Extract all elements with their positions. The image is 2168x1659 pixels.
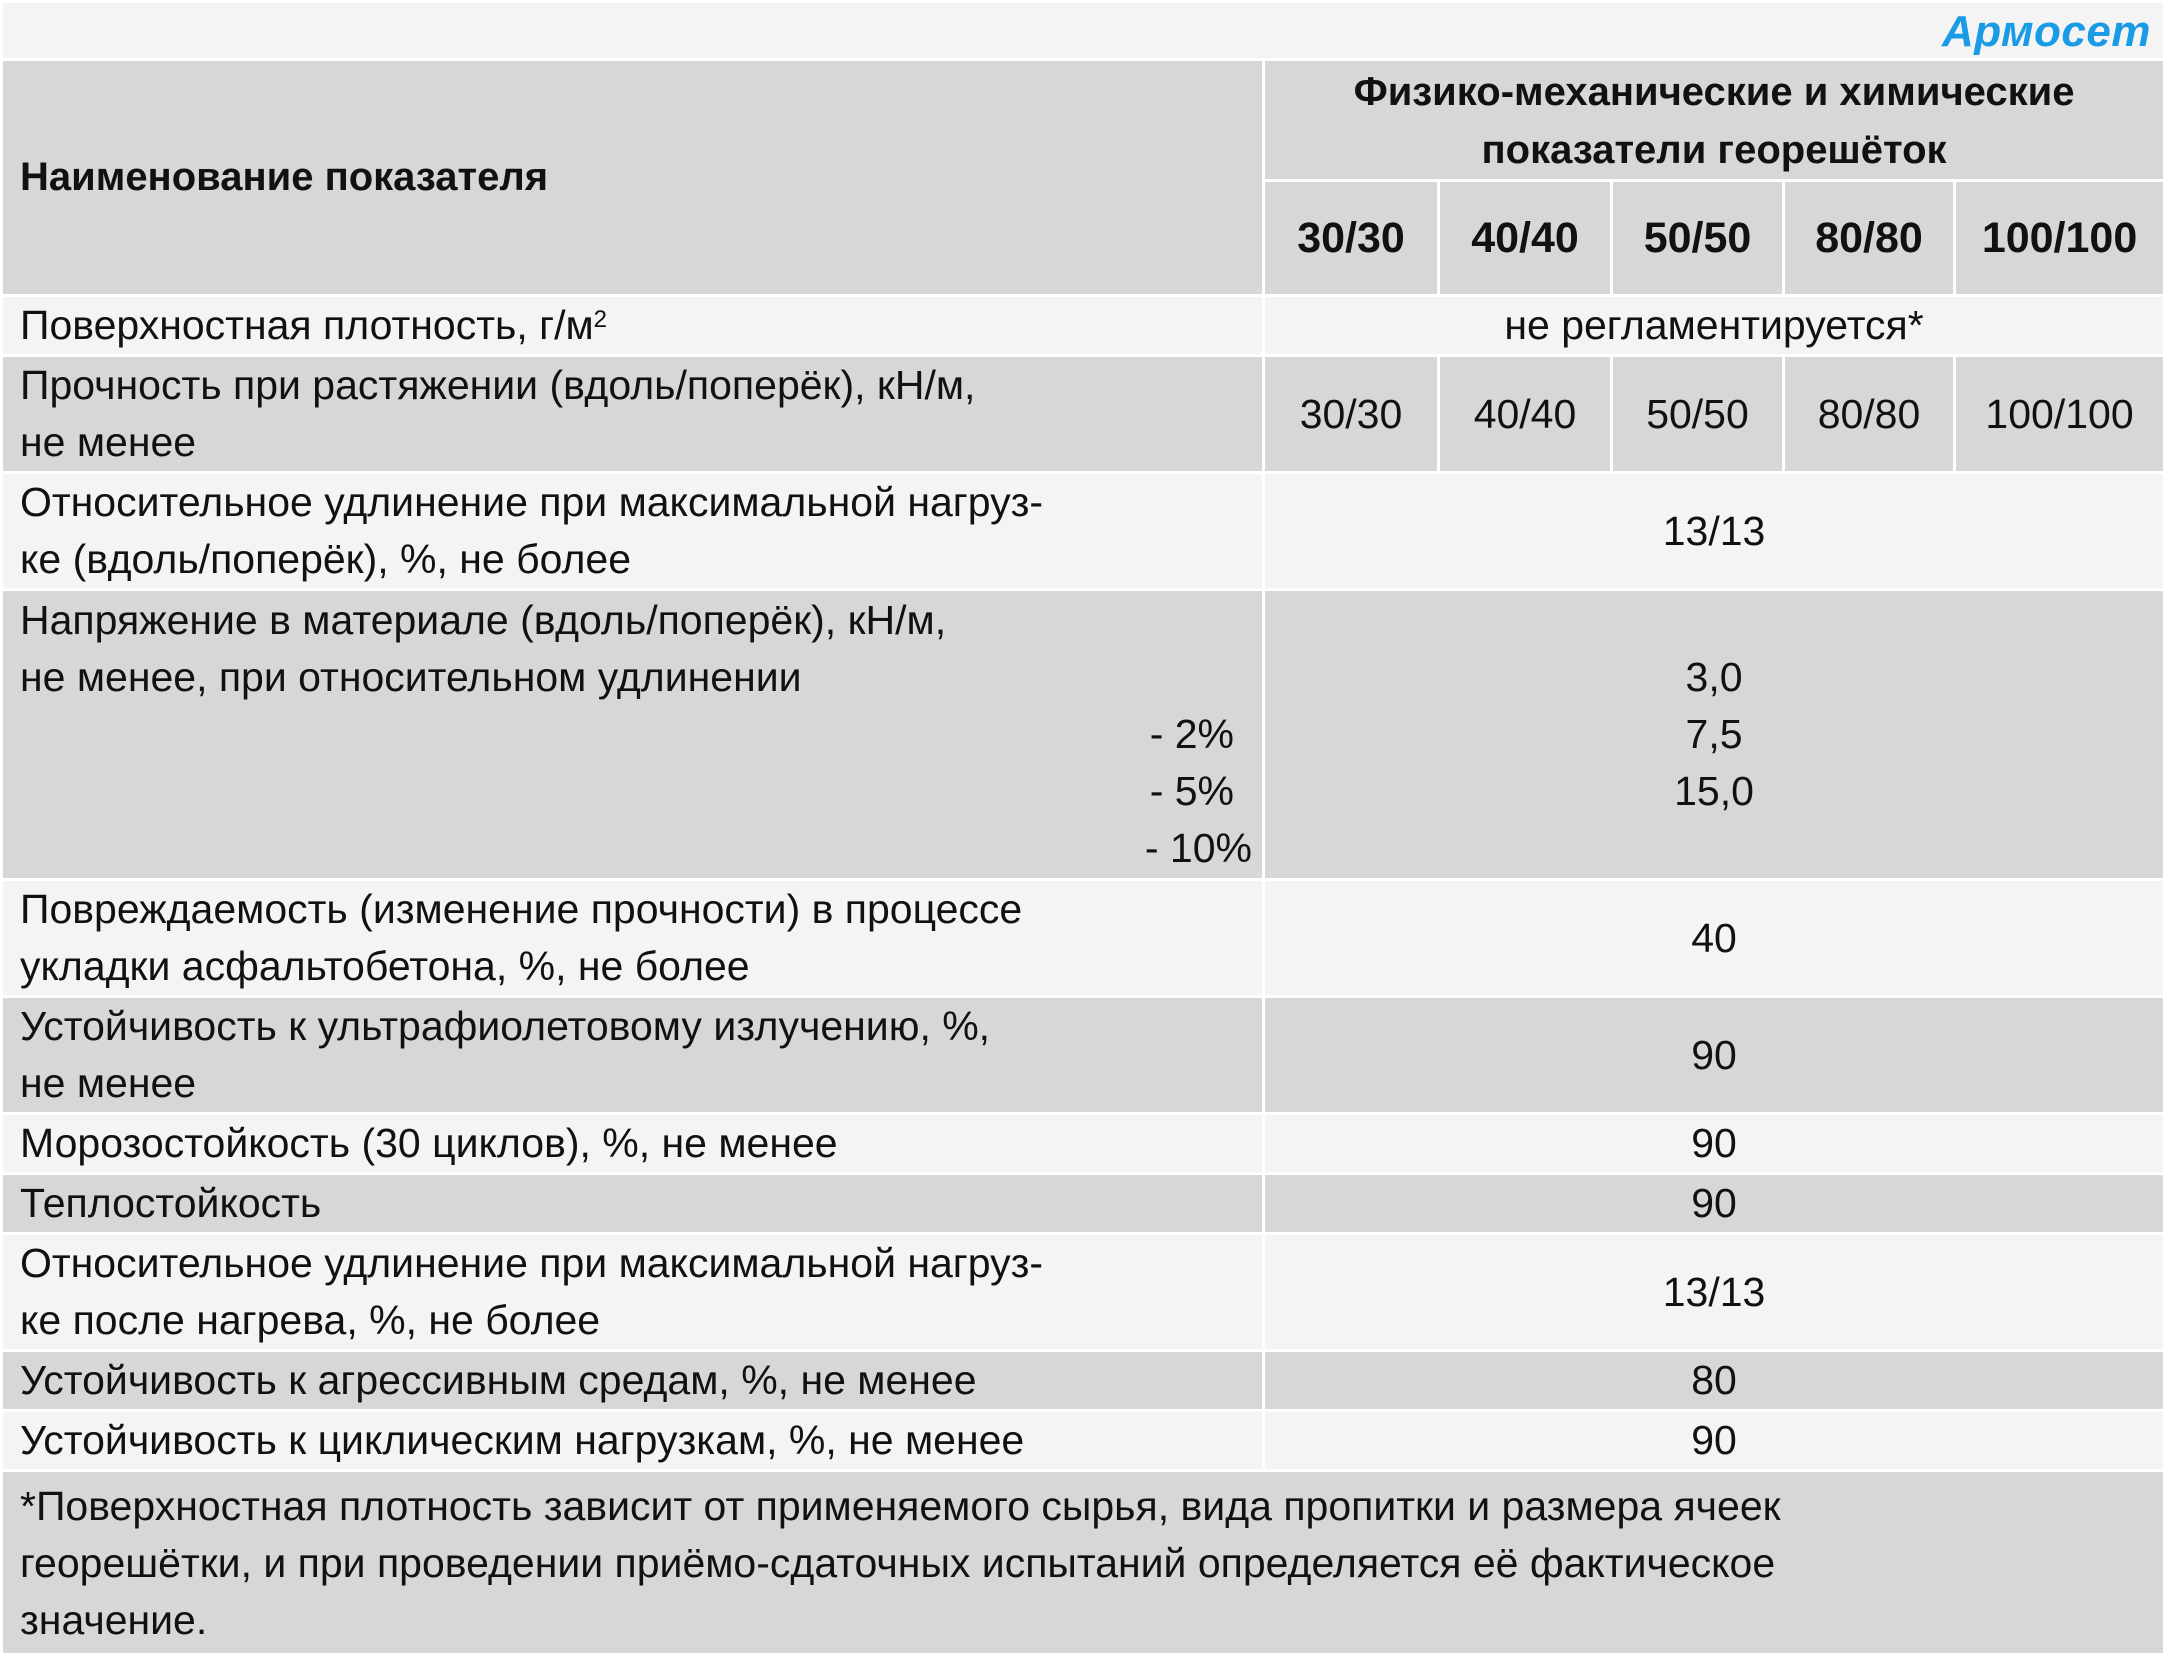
- table-row: [3, 294, 2163, 354]
- table-row: [3, 1349, 2163, 1409]
- elongation-label: - 5%: [1149, 768, 1234, 814]
- table-row: [3, 1409, 2163, 1469]
- param-value: 3,0 7,5 15,0: [1265, 588, 2163, 878]
- table-row: [3, 588, 2163, 878]
- param-value: 30/30: [1265, 354, 1437, 471]
- table-row: [3, 995, 2163, 1112]
- spec-sheet: [3, 3, 2163, 1653]
- group-header-line1: Физико-механические и химические: [1353, 70, 2075, 114]
- table-row: [3, 1112, 2163, 1172]
- param-name: Повреждаемость (изменение прочности) в процессе укладки асфальтобетона, %, не более: [3, 878, 1265, 995]
- brand-bar: [3, 3, 2163, 58]
- footnote-row: [3, 1469, 2163, 1653]
- table-row: [3, 1232, 2163, 1349]
- grade-header: 30/30: [1265, 179, 1437, 294]
- footnote: *Поверхностная плотность зависит от применяемого сырья, вида пропитки и размера ячеек георешётки, и при проведении приёмо-сдаточных испытаний определяется её фактическое значение.: [3, 1469, 2163, 1653]
- table-row: [3, 471, 2163, 588]
- param-value: 80/80: [1782, 354, 1953, 471]
- param-value: 90: [1265, 1172, 2163, 1232]
- param-value: 80: [1265, 1349, 2163, 1409]
- param-value: 90: [1265, 995, 2163, 1112]
- elongation-label: - 10%: [1144, 825, 1252, 871]
- grade-header: 80/80: [1782, 179, 1953, 294]
- param-name: Морозостойкость (30 циклов), %, не менее: [3, 1112, 1265, 1172]
- header-row-top: [3, 58, 2163, 179]
- grade-header: 40/40: [1437, 179, 1610, 294]
- param-value: 13/13: [1265, 471, 2163, 588]
- table-row: [3, 878, 2163, 995]
- group-header-line2: показатели георешёток: [1481, 128, 1947, 172]
- param-value: 90: [1265, 1112, 2163, 1172]
- param-value: 90: [1265, 1409, 2163, 1469]
- param-name: Прочность при растяжении (вдоль/поперёк), кН/м, не менее: [3, 354, 1265, 471]
- param-column-header: Наименование показателя: [3, 58, 1265, 294]
- param-value: 40: [1265, 878, 2163, 995]
- group-header: [1265, 58, 2163, 179]
- param-value: 40/40: [1437, 354, 1610, 471]
- param-name: Устойчивость к агрессивным средам, %, не менее: [3, 1349, 1265, 1409]
- param-value: 50/50: [1610, 354, 1782, 471]
- param-value: 100/100: [1953, 354, 2163, 471]
- param-name: Теплостойкость: [3, 1172, 1265, 1232]
- param-value: 13/13: [1265, 1232, 2163, 1349]
- table-row: [3, 1172, 2163, 1232]
- param-name: Устойчивость к циклическим нагрузкам, %, не менее: [3, 1409, 1265, 1469]
- table-row: [3, 354, 2163, 471]
- param-value: не регламентируется*: [1265, 294, 2163, 354]
- grade-header: 100/100: [1953, 179, 2163, 294]
- param-name: Напряжение в материале (вдоль/поперёк), кН/м, не менее, при относительном удлинении - 2% - 5% - 10%: [3, 588, 1265, 878]
- elongation-label: - 2%: [1149, 711, 1234, 757]
- param-name: Относительное удлинение при максимальной нагруз- ке после нагрева, %, не более: [3, 1232, 1265, 1349]
- param-name: Относительное удлинение при максимальной нагруз- ке (вдоль/поперёк), %, не более: [3, 471, 1265, 588]
- param-name: Поверхностная плотность, $г/м^2$: [3, 294, 1265, 354]
- grade-header: 50/50: [1610, 179, 1782, 294]
- properties-table: [3, 58, 2163, 1653]
- brand-logo: Армосет: [1941, 7, 2151, 56]
- param-name: Устойчивость к ультрафиолетовому излучению, %, не менее: [3, 995, 1265, 1112]
